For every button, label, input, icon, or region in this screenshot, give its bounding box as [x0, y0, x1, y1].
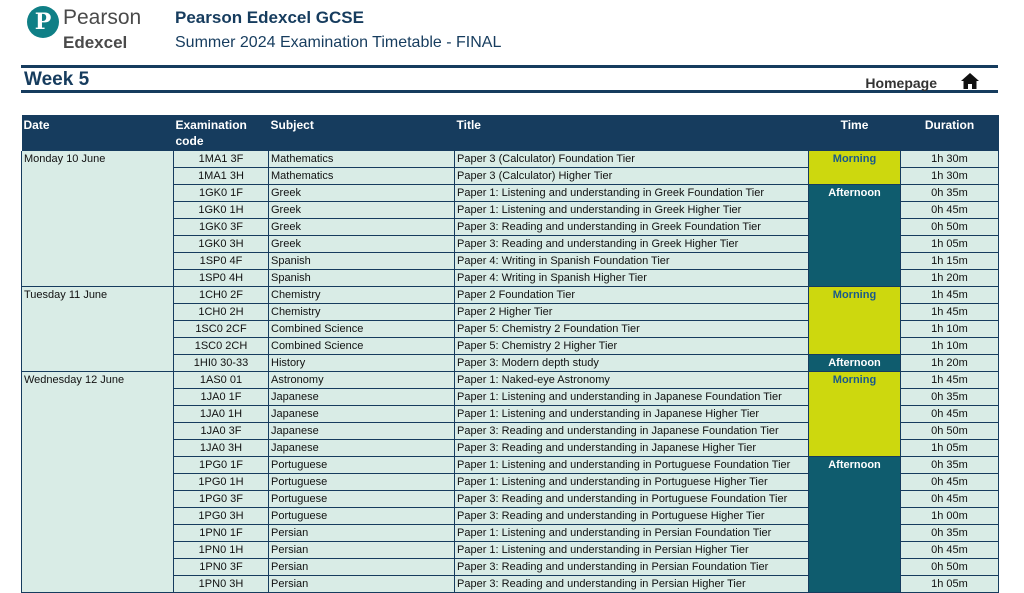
exam-subject: Japanese — [269, 406, 455, 423]
exam-subject: Portuguese — [269, 457, 455, 474]
exam-session-badge: Afternoon — [809, 185, 901, 287]
exam-duration: 0h 45m — [901, 202, 999, 219]
exam-subject: Spanish — [269, 253, 455, 270]
exam-title: Paper 3: Reading and understanding in Greek Foundation Tier — [455, 219, 809, 236]
exam-subject: Combined Science — [269, 338, 455, 355]
home-icon[interactable] — [960, 72, 980, 90]
exam-duration: 1h 10m — [901, 321, 999, 338]
exam-code: 1PN0 1H — [174, 542, 269, 559]
exam-subject: Japanese — [269, 423, 455, 440]
exam-duration: 1h 05m — [901, 236, 999, 253]
exam-session-badge: Afternoon — [809, 355, 901, 372]
exam-subject: Chemistry — [269, 287, 455, 304]
exam-duration: 0h 35m — [901, 389, 999, 406]
exam-duration: 1h 30m — [901, 168, 999, 185]
exam-code: 1MA1 3F — [174, 151, 269, 168]
exam-code: 1JA0 3H — [174, 440, 269, 457]
exam-code: 1PN0 3H — [174, 576, 269, 593]
exam-code: 1PG0 3H — [174, 508, 269, 525]
exam-title: Paper 3 (Calculator) Higher Tier — [455, 168, 809, 185]
week-title: Week 5 — [24, 69, 90, 90]
exam-duration: 0h 45m — [901, 542, 999, 559]
exam-duration: 1h 05m — [901, 440, 999, 457]
exam-duration: 0h 45m — [901, 406, 999, 423]
exam-subject: Persian — [269, 542, 455, 559]
exam-duration: 0h 35m — [901, 185, 999, 202]
exam-duration: 0h 45m — [901, 474, 999, 491]
exam-code: 1PG0 3F — [174, 491, 269, 508]
exam-subject: Japanese — [269, 389, 455, 406]
exam-title: Paper 3: Reading and understanding in Portuguese Higher Tier — [455, 508, 809, 525]
exam-duration: 0h 35m — [901, 525, 999, 542]
exam-duration: 0h 50m — [901, 219, 999, 236]
header-exam-code: Examination code — [174, 115, 269, 151]
exam-timetable — [21, 115, 999, 593]
exam-code: 1SC0 2CF — [174, 321, 269, 338]
exam-session-badge: Afternoon — [809, 457, 901, 593]
header-time: Time — [809, 115, 901, 151]
exam-code: 1SP0 4H — [174, 270, 269, 287]
exam-date: Wednesday 12 June — [22, 372, 174, 593]
exam-title: Paper 4: Writing in Spanish Foundation Tier — [455, 253, 809, 270]
exam-code: 1PN0 3F — [174, 559, 269, 576]
exam-duration: 1h 45m — [901, 372, 999, 389]
table-header-row — [22, 115, 999, 151]
exam-title: Paper 1: Naked-eye Astronomy — [455, 372, 809, 389]
header-title: Title — [455, 115, 809, 151]
exam-title: Paper 5: Chemistry 2 Higher Tier — [455, 338, 809, 355]
exam-subject: Spanish — [269, 270, 455, 287]
exam-code: 1HI0 30-33 — [174, 355, 269, 372]
exam-title: Paper 2 Foundation Tier — [455, 287, 809, 304]
exam-subject: Persian — [269, 576, 455, 593]
exam-subject: History — [269, 355, 455, 372]
exam-duration: 0h 35m — [901, 457, 999, 474]
brand-name: Pearson — [63, 6, 142, 29]
exam-subject: Mathematics — [269, 151, 455, 168]
exam-date: Tuesday 11 June — [22, 287, 174, 372]
exam-code: 1SP0 4F — [174, 253, 269, 270]
exam-title: Paper 3: Reading and understanding in Portuguese Foundation Tier — [455, 491, 809, 508]
exam-title: Paper 2 Higher Tier — [455, 304, 809, 321]
exam-title: Paper 3: Reading and understanding in Greek Higher Tier — [455, 236, 809, 253]
exam-title: Paper 3 (Calculator) Foundation Tier — [455, 151, 809, 168]
exam-code: 1CH0 2H — [174, 304, 269, 321]
exam-duration: 1h 30m — [901, 151, 999, 168]
exam-title: Paper 3: Reading and understanding in Japanese Higher Tier — [455, 440, 809, 457]
exam-subject: Astronomy — [269, 372, 455, 389]
header-date: Date — [22, 115, 174, 151]
exam-code: 1CH0 2F — [174, 287, 269, 304]
exam-duration: 1h 20m — [901, 270, 999, 287]
exam-code: 1GK0 3F — [174, 219, 269, 236]
homepage-link[interactable]: Homepage — [865, 75, 937, 91]
header-subject: Subject — [269, 115, 455, 151]
brand-subname: Edexcel — [63, 33, 128, 52]
header-duration: Duration — [901, 115, 999, 151]
exam-code: 1GK0 3H — [174, 236, 269, 253]
exam-code: 1PN0 1F — [174, 525, 269, 542]
exam-session-badge: Morning — [809, 151, 901, 185]
document-title: Pearson Edexcel GCSE — [175, 8, 364, 27]
exam-duration: 1h 10m — [901, 338, 999, 355]
exam-title: Paper 3: Modern depth study — [455, 355, 809, 372]
exam-duration: 0h 50m — [901, 423, 999, 440]
exam-title: Paper 3: Reading and understanding in Persian Foundation Tier — [455, 559, 809, 576]
exam-title: Paper 1: Listening and understanding in Persian Higher Tier — [455, 542, 809, 559]
exam-subject: Portuguese — [269, 474, 455, 491]
page-header — [0, 0, 1024, 64]
exam-title: Paper 1: Listening and understanding in Portuguese Foundation Tier — [455, 457, 809, 474]
exam-code: 1GK0 1F — [174, 185, 269, 202]
exam-title: Paper 1: Listening and understanding in Greek Foundation Tier — [455, 185, 809, 202]
exam-subject: Persian — [269, 525, 455, 542]
table-row — [22, 287, 999, 304]
exam-subject: Greek — [269, 202, 455, 219]
exam-title: Paper 1: Listening and understanding in Japanese Foundation Tier — [455, 389, 809, 406]
exam-code: 1GK0 1H — [174, 202, 269, 219]
exam-subject: Mathematics — [269, 168, 455, 185]
exam-title: Paper 1: Listening and understanding in Persian Foundation Tier — [455, 525, 809, 542]
exam-title: Paper 3: Reading and understanding in Japanese Foundation Tier — [455, 423, 809, 440]
pearson-logo-icon: P — [27, 6, 59, 38]
exam-code: 1MA1 3H — [174, 168, 269, 185]
exam-session-badge: Morning — [809, 287, 901, 355]
exam-subject: Chemistry — [269, 304, 455, 321]
exam-title: Paper 5: Chemistry 2 Foundation Tier — [455, 321, 809, 338]
exam-title: Paper 4: Writing in Spanish Higher Tier — [455, 270, 809, 287]
exam-subject: Greek — [269, 185, 455, 202]
week-bar — [21, 65, 998, 93]
exam-duration: 1h 45m — [901, 304, 999, 321]
table-row — [22, 151, 999, 168]
exam-subject: Combined Science — [269, 321, 455, 338]
exam-subject: Japanese — [269, 440, 455, 457]
exam-code: 1JA0 1H — [174, 406, 269, 423]
table-row — [22, 372, 999, 389]
exam-duration: 0h 50m — [901, 559, 999, 576]
exam-code: 1SC0 2CH — [174, 338, 269, 355]
exam-subject: Greek — [269, 219, 455, 236]
exam-code: 1JA0 3F — [174, 423, 269, 440]
exam-duration: 1h 20m — [901, 355, 999, 372]
exam-title: Paper 1: Listening and understanding in Greek Higher Tier — [455, 202, 809, 219]
exam-code: 1JA0 1F — [174, 389, 269, 406]
document-subtitle: Summer 2024 Examination Timetable - FINAL — [175, 34, 502, 51]
exam-subject: Portuguese — [269, 491, 455, 508]
exam-date: Monday 10 June — [22, 151, 174, 287]
exam-duration: 1h 45m — [901, 287, 999, 304]
exam-code: 1AS0 01 — [174, 372, 269, 389]
exam-code: 1PG0 1F — [174, 457, 269, 474]
exam-session-badge: Morning — [809, 372, 901, 457]
exam-title: Paper 1: Listening and understanding in Portuguese Higher Tier — [455, 474, 809, 491]
exam-duration: 0h 45m — [901, 491, 999, 508]
exam-subject: Portuguese — [269, 508, 455, 525]
exam-title: Paper 1: Listening and understanding in Japanese Higher Tier — [455, 406, 809, 423]
exam-code: 1PG0 1H — [174, 474, 269, 491]
exam-duration: 1h 00m — [901, 508, 999, 525]
exam-duration: 1h 15m — [901, 253, 999, 270]
exam-title: Paper 3: Reading and understanding in Persian Higher Tier — [455, 576, 809, 593]
exam-subject: Greek — [269, 236, 455, 253]
exam-subject: Persian — [269, 559, 455, 576]
exam-duration: 1h 05m — [901, 576, 999, 593]
